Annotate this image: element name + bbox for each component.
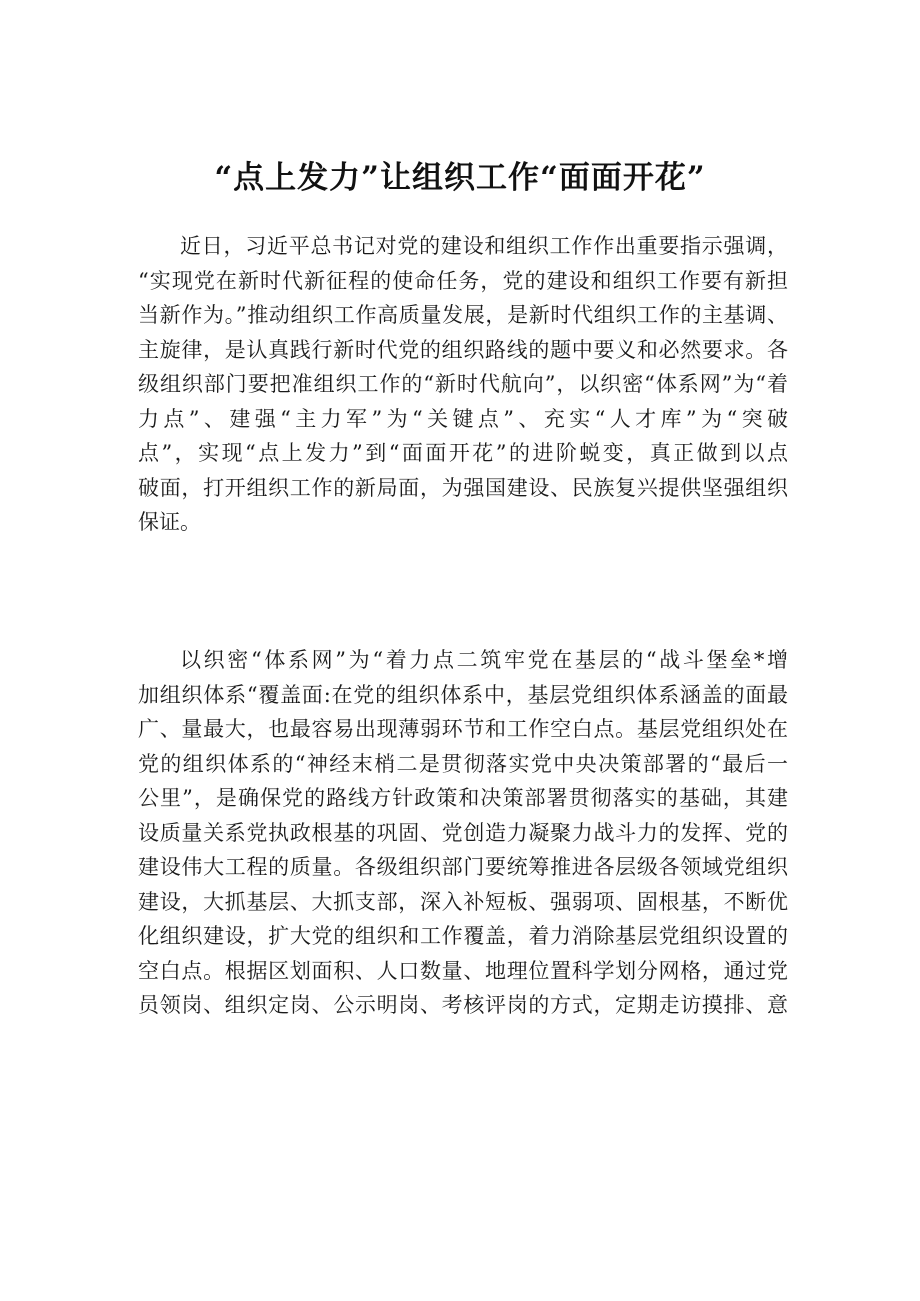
paragraph-line: 当新作为。”推动组织工作高质量发展，是新时代组织工作的主基调、 — [138, 303, 788, 327]
paragraph-line: 级组织部门要把准组织工作的“新时代航向”，以织密“体系网”为“着 — [138, 372, 788, 396]
paragraph-line: 点”，实现“点上发力”到“面面开花”的进阶蜕变，真正做到以点 — [138, 441, 788, 465]
paragraph-line: 建设，大抓基层、大抓支部，深入补短板、强弱项、固根基，不断优 — [138, 889, 788, 914]
paragraph-line: 力点”、建强“主力军”为“关键点”、充实“人才库”为“突破 — [138, 406, 788, 431]
paragraph-line: 建设伟大工程的质量。各级组织部门要统筹推进各层级各领域党组织 — [138, 855, 788, 879]
paragraph-line: 近日，习近平总书记对党的建设和组织工作作出重要指示强调， — [180, 234, 788, 258]
paragraph-line: 设质量关系党执政根基的巩固、党创造力凝聚力战斗力的发挥、党的 — [138, 820, 788, 845]
paragraph-1 — [138, 229, 788, 540]
paragraph-line: 公里”，是确保党的路线方针政策和决策部署贯彻落实的基础，其建 — [138, 786, 788, 810]
paragraph-line: 员领岗、组织定岗、公示明岗、考核评岗的方式，定期走访摸排、意 — [138, 993, 788, 1017]
paragraph-line: 空白点。根据区划面积、人口数量、地理位置科学划分网格，通过党 — [138, 958, 788, 983]
paragraph-line: 党的组织体系的“神经末梢二是贯彻落实党中央决策部署的“最后一 — [138, 751, 788, 776]
paragraph-line: 主旋律，是认真践行新时代党的组织路线的题中要义和必然要求。各 — [138, 337, 788, 362]
paragraph-line: 加组织体系“覆盖面:在党的组织体系中，基层党组织体系涵盖的面最 — [138, 682, 788, 707]
paragraph-line: 化组织建设，扩大党的组织和工作覆盖，着力消除基层党组织设置的 — [138, 924, 788, 948]
paragraph-line: 广、量最大，也最容易出现薄弱环节和工作空白点。基层党组织处在 — [138, 717, 788, 741]
document-title: “点上发力”让组织工作“面面开花” — [214, 160, 706, 196]
paragraph-line: 以织密“体系网”为“着力点二筑牢党在基层的“战斗堡垒*增 — [180, 648, 788, 672]
paragraph-2 — [138, 643, 788, 1023]
paragraph-line: “实现党在新时代新征程的使命任务，党的建设和组织工作要有新担 — [138, 268, 788, 293]
paragraph-line: 破面，打开组织工作的新局面，为强国建设、民族复兴提供坚强组织 — [138, 475, 788, 500]
paragraph-line: 保证。 — [138, 510, 201, 534]
